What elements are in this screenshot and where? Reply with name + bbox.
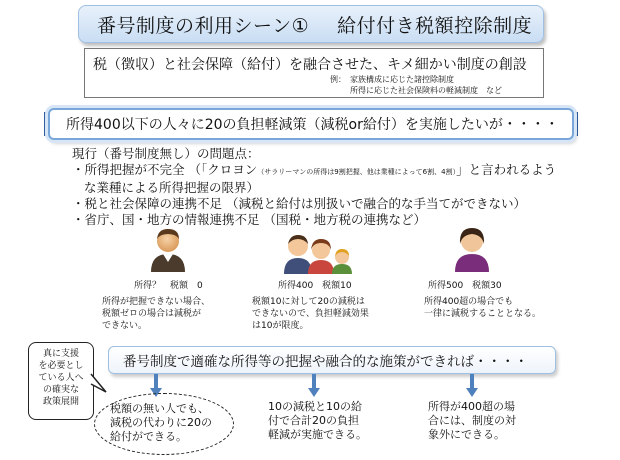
person-1-desc-line: 所得が把握できない場合、 <box>102 297 211 307</box>
person-1-label: 所得？ 税額 0 <box>134 281 203 291</box>
page-title <box>78 5 544 43</box>
title-part1: 番号制度の利用シーン① <box>97 14 310 37</box>
person-1-desc <box>102 296 210 332</box>
goal-text: 所得400以下の人々に20の負担軽減策（減税or給付）を実施したいが・・・・ <box>66 117 559 133</box>
person-1-desc-line: できない。 <box>102 321 148 331</box>
solution-banner <box>108 346 556 374</box>
result-1 <box>110 402 212 444</box>
result-1-line: 給付ができる。 <box>110 430 187 443</box>
result-1-line: 税額の無い人でも、 <box>110 402 209 415</box>
result-3-line: 合には、制度の対 <box>428 414 516 427</box>
intro-example-2: 所得に応じた社会保険料の軽減制度 など <box>350 86 502 95</box>
callout-line: を必要とし <box>38 361 84 371</box>
callout-line: ている人へ <box>38 373 84 383</box>
problem-item-1-a: ・所得把握が不完全 （「クロヨン <box>72 162 258 177</box>
intro-box <box>84 48 544 98</box>
problem-item-1-b: 」と言われるよう <box>456 162 557 177</box>
result-2 <box>268 400 367 442</box>
person-1-icon <box>148 226 188 272</box>
intro-example-1: 例： 家族構成に応じた諸控除制度 <box>330 75 454 84</box>
person-2-desc-line: は10が限度。 <box>252 321 309 331</box>
result-2-line: 付で合計20の負担 <box>268 414 359 427</box>
callout-line: 真に支援 <box>42 349 79 359</box>
family-icon <box>282 228 354 274</box>
result-1-line: 減税の代わりに20の <box>110 416 212 429</box>
title-part2: 給付付き税額控除制度 <box>337 14 533 37</box>
arrow-down-icon <box>308 374 320 398</box>
result-2-line: 軽減が実施できる。 <box>268 428 367 441</box>
solution-text: 番号制度で適確な所得等の把握や融合的な施策ができれば・・・・ <box>123 354 528 370</box>
person-3-label: 所得500 税額30 <box>428 281 502 291</box>
problem-item-3: ・省庁、国・地方の情報連携不足 （国税・地方税の連携など） <box>72 212 426 227</box>
problem-item-2: ・税と社会保障の連携不足 （減税と給付は別扱いで融合的な手当てができない） <box>72 196 526 211</box>
callout-box <box>28 342 94 420</box>
person-2-desc-line: 税額10に対して20の減税は <box>252 297 365 307</box>
problem-item-1 <box>72 162 572 180</box>
problems-heading: 現行（番号制度無し）の問題点： <box>72 146 260 161</box>
result-2-line: 10の減税と10の給 <box>268 400 362 413</box>
arrow-down-icon <box>466 374 478 398</box>
person-3-desc <box>424 296 541 320</box>
person-3-desc-line: 一律に減税することとなる。 <box>424 309 542 319</box>
result-3-line: 象外にできる。 <box>428 428 505 441</box>
callout-pointer <box>90 372 108 396</box>
person-2-label: 所得400 税額10 <box>278 281 352 291</box>
person-2-desc-line: できないので、負担軽減効果 <box>252 309 369 319</box>
problem-item-1-cont: な業種による所得把握の限界） <box>84 180 260 195</box>
result-3 <box>428 400 516 442</box>
callout-line: 政策展開 <box>42 397 79 407</box>
goal-banner <box>48 108 574 140</box>
intro-main-text: 税（徴収）と社会保障（給付）を融合させた、キメ細かい制度の創設 <box>93 57 527 73</box>
callout-line: の確実な <box>42 385 79 395</box>
person-1-desc-line: 税額ゼロの場合は減税が <box>102 309 202 319</box>
person-3-icon <box>452 226 492 272</box>
problems-section <box>72 146 572 228</box>
result-3-line: 所得が400超の場 <box>428 400 515 413</box>
problem-item-1-note: （サラリーマンの所得は9割把握、他は業種によって6割、4割） <box>257 168 457 176</box>
person-2-desc <box>252 296 369 332</box>
person-3-desc-line: 所得400超の場合でも <box>424 297 514 307</box>
